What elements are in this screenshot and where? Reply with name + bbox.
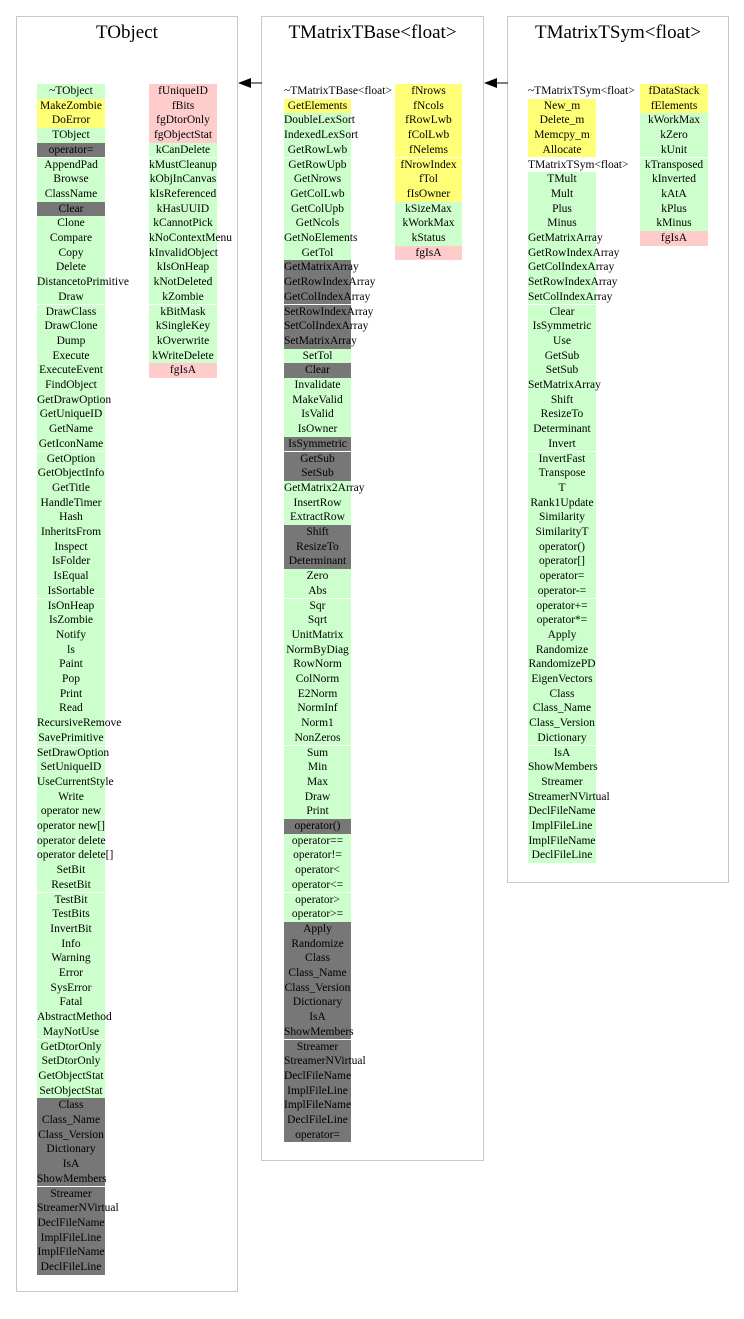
inheritance-arrow-tmatrixtbase-to-tobject xyxy=(238,78,262,88)
method-cell: Class_Version xyxy=(529,717,595,730)
method-cell: SetTol xyxy=(284,349,351,364)
method-cell: T xyxy=(528,481,596,496)
method-cell: ImplFileName xyxy=(37,1246,105,1259)
method-cell: Min xyxy=(284,760,351,775)
method-cell: IsZombie xyxy=(37,613,105,628)
method-cell: operator delete[] xyxy=(37,849,114,862)
method-cell: MakeZombie xyxy=(37,99,105,114)
method-cell: ShowMembers xyxy=(284,1025,354,1038)
method-cell: DeclFileName xyxy=(528,805,596,818)
method-cell: ImplFileLine xyxy=(37,1231,105,1246)
method-cell: GetColIndexArray xyxy=(284,290,371,303)
method-cell: E2Norm xyxy=(284,687,351,702)
method-cell: MakeValid xyxy=(284,393,351,408)
method-cell: TMatrixTSym<float> xyxy=(528,158,629,171)
method-cell: Write xyxy=(37,790,105,805)
method-cell: SetMatrixArray xyxy=(284,334,357,347)
method-cell: Copy xyxy=(37,246,105,261)
method-cell: Streamer xyxy=(528,775,596,790)
method-cell: Mult xyxy=(528,187,596,202)
method-cell: operator new xyxy=(37,804,105,819)
method-cell: Shift xyxy=(284,525,351,540)
method-cell: Class xyxy=(37,1098,105,1113)
method-cell: Class xyxy=(528,687,596,702)
member-cell: kWriteDelete xyxy=(149,349,217,364)
method-cell: SetUniqueID xyxy=(37,760,105,775)
method-cell: Plus xyxy=(528,202,596,217)
method-cell: Clear xyxy=(528,305,596,320)
method-cell: Norm1 xyxy=(284,716,351,731)
member-cell: fgDtorOnly xyxy=(149,113,217,128)
method-cell: SetBit xyxy=(37,863,105,878)
method-cell: ImplFileName xyxy=(528,834,596,847)
method-cell: Execute xyxy=(37,349,105,364)
member-cell: fIsOwner xyxy=(395,187,462,202)
method-cell: Fatal xyxy=(37,995,105,1010)
method-cell: IsFolder xyxy=(37,554,105,569)
method-cell: IsSymmetric xyxy=(528,319,596,334)
method-cell: operator= xyxy=(37,143,105,158)
method-cell: Minus xyxy=(528,216,596,231)
method-cell: GetTol xyxy=(284,246,351,261)
method-cell: SetObjectStat xyxy=(37,1084,105,1099)
member-cell: kMinus xyxy=(640,216,708,231)
method-cell: GetSub xyxy=(528,349,596,364)
member-cell: kSingleKey xyxy=(149,319,217,334)
method-cell: GetMatrixArray xyxy=(284,261,359,274)
member-cell: fBits xyxy=(149,99,217,114)
member-cell: fNrows xyxy=(395,84,462,99)
method-cell: Determinant xyxy=(284,554,351,569)
method-cell: Class_Version xyxy=(38,1128,104,1141)
member-cell: kStatus xyxy=(395,231,462,246)
method-cell: Randomize xyxy=(528,643,596,658)
member-cell: kZombie xyxy=(149,290,217,305)
method-cell: operator new[] xyxy=(37,820,106,832)
method-cell: AbstractMethod xyxy=(37,1011,112,1024)
method-cell: GetObjectInfo xyxy=(37,467,105,480)
method-cell: DrawClass xyxy=(37,305,105,320)
method-cell: IsValid xyxy=(284,407,351,422)
method-cell: operator[] xyxy=(528,554,596,569)
method-cell: GetMatrix2Array xyxy=(284,481,365,494)
method-cell: Hash xyxy=(37,510,105,525)
method-cell: NormInf xyxy=(284,701,351,716)
method-cell: GetOption xyxy=(37,452,105,467)
member-cell: kInverted xyxy=(640,172,708,187)
method-cell: GetColIndexArray xyxy=(528,261,615,274)
method-cell: Sqr xyxy=(284,599,351,614)
class-title: TMatrixTBase<float> xyxy=(288,22,457,43)
member-cell: fTol xyxy=(395,172,462,187)
member-cell: fNcols xyxy=(395,99,462,114)
method-cell: Clear xyxy=(37,202,105,217)
member-cell: kNotDeleted xyxy=(149,275,217,290)
method-cell: ImplFileLine xyxy=(284,1084,351,1099)
member-cell: kOverwrite xyxy=(149,334,217,349)
method-cell: Rank1Update xyxy=(528,496,596,511)
method-cell: GetObjectStat xyxy=(38,1069,104,1082)
method-cell: GetColUpb xyxy=(284,202,351,217)
method-cell: GetTitle xyxy=(37,481,105,496)
method-cell: Dictionary xyxy=(528,731,596,746)
method-cell: operator<= xyxy=(284,878,351,893)
member-cell: kHasUUID xyxy=(149,202,217,217)
method-cell: operator+= xyxy=(528,599,596,614)
method-cell: ImplFileLine xyxy=(528,819,596,834)
method-cell: NonZeros xyxy=(284,731,351,746)
method-cell: operator= xyxy=(528,569,596,584)
member-cell: fNelems xyxy=(395,143,462,158)
method-cell: operator() xyxy=(284,819,351,834)
method-cell: ExecuteEvent xyxy=(37,363,105,378)
method-cell: Error xyxy=(37,966,105,981)
method-cell: GetRowIndexArray xyxy=(284,276,376,289)
method-cell: GetNoElements xyxy=(284,232,358,244)
method-cell: ShowMembers xyxy=(528,761,598,774)
member-cell: kSizeMax xyxy=(395,202,462,217)
method-cell: Dictionary xyxy=(284,995,351,1010)
member-cell: fgIsA xyxy=(149,363,217,378)
method-cell: operator-= xyxy=(528,584,596,599)
member-cell: kPlus xyxy=(640,202,708,217)
member-cell: kWorkMax xyxy=(640,113,708,128)
member-cell: kBitMask xyxy=(149,305,217,320)
method-cell: operator*= xyxy=(528,613,596,628)
method-cell: DeclFileLine xyxy=(37,1260,105,1275)
method-cell: ResetBit xyxy=(37,878,105,893)
method-cell: Apply xyxy=(528,628,596,643)
method-cell: TestBit xyxy=(37,893,105,908)
member-cell: fgIsA xyxy=(395,246,462,261)
method-cell: GetRowLwb xyxy=(284,143,351,158)
method-cell: HandleTimer xyxy=(37,496,105,511)
method-cell: GetDtorOnly xyxy=(37,1040,105,1055)
member-cell: fColLwb xyxy=(395,128,462,143)
method-cell: Paint xyxy=(37,657,105,672)
member-cell: kUnit xyxy=(640,143,708,158)
method-cell: Class_Name xyxy=(528,701,596,716)
method-cell: AppendPad xyxy=(37,158,105,173)
method-cell: SimilarityT xyxy=(528,525,596,540)
member-cell: fElements xyxy=(640,99,708,114)
method-cell: Clone xyxy=(37,216,105,231)
method-cell: Delete_m xyxy=(528,113,596,128)
method-cell: Sum xyxy=(284,746,351,761)
method-cell: IsSortable xyxy=(37,584,105,599)
member-cell: kZero xyxy=(640,128,708,143)
method-cell: Clear xyxy=(284,363,351,378)
method-cell: ~TMatrixTBase<float> xyxy=(284,85,392,97)
method-cell: RecursiveRemove xyxy=(37,717,122,730)
method-cell: MayNotUse xyxy=(37,1025,105,1040)
method-cell: DoubleLexSort xyxy=(284,114,355,127)
method-cell: DoError xyxy=(37,113,105,128)
member-cell: kAtA xyxy=(640,187,708,202)
member-cell: kNoContextMenu xyxy=(149,232,233,244)
method-cell: IsSymmetric xyxy=(284,437,351,452)
member-cell: kInvalidObject xyxy=(149,246,218,259)
class-title: TMatrixTSym<float> xyxy=(534,22,702,43)
method-cell: Read xyxy=(37,701,105,716)
method-cell: operator!= xyxy=(284,848,351,863)
method-cell: SetSub xyxy=(528,363,596,378)
method-cell: ResizeTo xyxy=(528,407,596,422)
method-cell: operator> xyxy=(284,893,351,908)
method-cell: UseCurrentStyle xyxy=(37,775,114,788)
member-cell: fRowLwb xyxy=(395,113,462,128)
method-cell: operator== xyxy=(284,834,351,849)
member-cell: kCanDelete xyxy=(149,143,217,158)
method-cell: UnitMatrix xyxy=(284,628,351,643)
method-cell: Similarity xyxy=(528,510,596,525)
method-cell: Streamer xyxy=(37,1187,105,1202)
method-cell: Class_Version xyxy=(284,981,351,994)
method-cell: GetSub xyxy=(284,452,351,467)
method-cell: GetIconName xyxy=(38,437,104,450)
method-cell: GetRowIndexArray xyxy=(528,246,620,259)
method-cell: New_m xyxy=(528,99,596,114)
method-cell: StreamerNVirtual xyxy=(528,790,610,803)
method-cell: SetColIndexArray xyxy=(528,290,613,303)
method-cell: Notify xyxy=(37,628,105,643)
method-cell: ~TObject xyxy=(37,84,105,99)
method-cell: Compare xyxy=(37,231,105,246)
method-cell: Browse xyxy=(37,172,105,187)
method-cell: Determinant xyxy=(528,422,596,437)
method-cell: InheritsFrom xyxy=(37,525,105,540)
method-cell: ls xyxy=(37,643,105,658)
method-cell: DrawClone xyxy=(37,319,105,334)
method-cell: ShowMembers xyxy=(37,1172,107,1185)
member-cell: fgIsA xyxy=(640,231,708,246)
member-cell: kIsOnHeap xyxy=(149,260,217,275)
method-cell: Dictionary xyxy=(37,1142,105,1157)
method-cell: Apply xyxy=(284,922,351,937)
method-cell: GetNrows xyxy=(284,172,351,187)
method-cell: SavePrimitive xyxy=(38,731,104,744)
method-cell: Max xyxy=(284,775,351,790)
method-cell: ResizeTo xyxy=(284,540,351,555)
class-title: TObject xyxy=(96,22,158,43)
method-cell: SetColIndexArray xyxy=(284,320,369,333)
method-cell: SetDtorOnly xyxy=(37,1054,105,1069)
method-cell: SysError xyxy=(37,981,105,996)
method-cell: InvertFast xyxy=(528,452,596,467)
method-cell: Abs xyxy=(284,584,351,599)
method-cell: FindObject xyxy=(37,378,105,393)
method-cell: operator>= xyxy=(284,907,351,922)
method-cell: IsEqual xyxy=(37,569,105,584)
method-cell: TMult xyxy=(528,172,596,187)
method-cell: ClassName xyxy=(37,187,105,202)
method-cell: SetMatrixArray xyxy=(528,379,601,391)
method-cell: SetRowIndexArray xyxy=(528,276,618,289)
method-cell: Memcpy_m xyxy=(528,128,596,143)
method-cell: TestBits xyxy=(37,907,105,922)
member-cell: kCannotPick xyxy=(149,216,217,231)
method-cell: DeclFileName xyxy=(37,1216,105,1229)
method-cell: Shift xyxy=(528,393,596,408)
method-cell: StreamerNVirtual xyxy=(37,1202,119,1215)
method-cell: IsA xyxy=(37,1157,105,1172)
method-cell: Class_Name xyxy=(37,1113,105,1128)
method-cell: Inspect xyxy=(37,540,105,555)
method-cell: SetRowIndexArray xyxy=(284,305,374,318)
method-cell: GetRowUpb xyxy=(284,158,351,173)
member-cell: kIsReferenced xyxy=(149,187,217,200)
method-cell: GetName xyxy=(37,422,105,437)
method-cell: Delete xyxy=(37,260,105,275)
method-cell: GetMatrixArray xyxy=(528,232,603,244)
method-cell: GetElements xyxy=(284,99,351,114)
method-cell: operator< xyxy=(284,863,351,878)
member-cell: fUniqueID xyxy=(149,84,217,99)
method-cell: IsA xyxy=(528,746,596,761)
member-cell: fNrowIndex xyxy=(395,158,462,173)
method-cell: Info xyxy=(37,937,105,952)
method-cell: Dump xyxy=(37,334,105,349)
method-cell: IsA xyxy=(284,1010,351,1025)
method-cell: Draw xyxy=(37,290,105,305)
method-cell: Pop xyxy=(37,672,105,687)
inheritance-arrow-tmatrixtsym-to-tmatrixtbase xyxy=(484,78,508,88)
method-cell: Allocate xyxy=(528,143,596,158)
method-cell: SetDrawOption xyxy=(37,746,110,759)
method-cell: SetSub xyxy=(284,466,351,481)
method-cell: Warning xyxy=(37,951,105,966)
method-cell: GetNcols xyxy=(284,216,351,231)
method-cell: DeclFileLine xyxy=(284,1113,351,1128)
method-cell: Streamer xyxy=(284,1040,351,1055)
member-cell: kWorkMax xyxy=(395,216,462,231)
method-cell: DeclFileLine xyxy=(528,848,596,863)
method-cell: InvertBit xyxy=(37,922,105,937)
method-cell: IsOnHeap xyxy=(37,599,105,614)
method-cell: Class xyxy=(284,951,351,966)
method-cell: ColNorm xyxy=(284,672,351,687)
member-cell: kTransposed xyxy=(640,158,708,173)
method-cell: operator delete xyxy=(37,834,106,847)
method-cell: GetDrawOption xyxy=(37,393,112,406)
member-cell: kObjInCanvas xyxy=(149,173,217,186)
method-cell: ~TMatrixTSym<float> xyxy=(528,85,635,97)
method-cell: TObject xyxy=(37,128,105,143)
method-cell: DeclFileName xyxy=(284,1069,352,1082)
method-cell: Print xyxy=(284,804,351,819)
method-cell: RandomizePD xyxy=(528,658,596,671)
member-cell: fgObjectStat xyxy=(149,128,217,143)
method-cell: GetUniqueID xyxy=(37,407,105,422)
method-cell: DistancetoPrimitive xyxy=(37,276,129,289)
method-cell: ImplFileName xyxy=(284,1099,352,1112)
method-cell: Print xyxy=(37,687,105,702)
method-cell: Draw xyxy=(284,790,351,805)
method-cell: Class_Name xyxy=(284,966,351,981)
method-cell: GetColLwb xyxy=(284,187,351,202)
method-cell: Use xyxy=(528,334,596,349)
method-cell: operator= xyxy=(284,1128,351,1143)
method-cell: operator() xyxy=(528,540,596,555)
method-cell: EigenVectors xyxy=(528,672,596,687)
member-cell: kMustCleanup xyxy=(149,158,217,171)
method-cell: ExtractRow xyxy=(284,510,351,525)
method-cell: IsOwner xyxy=(284,422,351,437)
method-cell: StreamerNVirtual xyxy=(284,1055,366,1068)
method-cell: Invert xyxy=(528,437,596,452)
method-cell: Invalidate xyxy=(284,378,351,393)
method-cell: NormByDiag xyxy=(284,643,351,658)
method-cell: RowNorm xyxy=(284,657,351,672)
method-cell: Sqrt xyxy=(284,613,351,628)
method-cell: Transpose xyxy=(528,466,596,481)
method-cell: IndexedLexSort xyxy=(284,129,359,142)
method-cell: Randomize xyxy=(284,937,351,952)
member-cell: fDataStack xyxy=(640,84,708,99)
method-cell: InsertRow xyxy=(284,496,351,511)
method-cell: Zero xyxy=(284,569,351,584)
